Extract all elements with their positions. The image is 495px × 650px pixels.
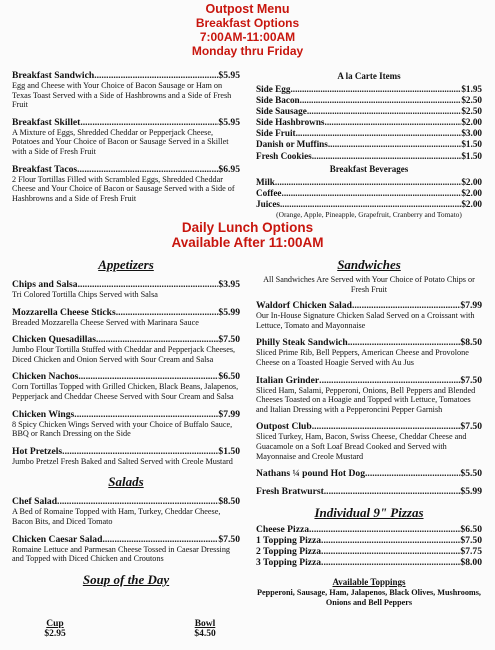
a-la-carte-item: Side Sausage ..... $2.50	[256, 106, 482, 117]
beverages-title: Breakfast Beverages	[329, 163, 409, 174]
lunch-title: Daily Lunch Options	[181, 220, 314, 235]
appetizer-item: Chicken Nachos ..... $6.50 Corn Tortillas Topped with Grilled Chicken, Black Beans, Jalapenos, Pepperjack and Cheddar Cheese Served with Sour Cream and Salsa	[12, 371, 240, 401]
a-la-carte-item: Fresh Cookies ..... $1.50	[256, 151, 482, 162]
breakfast-item	[12, 70, 240, 110]
sandwich-item: Outpost Club ..... $7.50 Sliced Turkey, Ham, Bacon, Swiss Cheese, Cheddar Cheese and Guacamole on a Soft Loaf Bread Cooked and Served with Mayonnaise and Creole Mustard	[256, 421, 482, 461]
beverage-item: Juices ..... $2.00	[256, 199, 482, 210]
toppings-list: Pepperoni, Sausage, Ham, Jalapenos, Black Olives, Mushrooms, Onions and Bell Peppers	[257, 588, 481, 607]
sandwiches-note: All Sandwiches Are Served with Your Choice of Potato Chips or Fresh Fruit	[263, 275, 475, 294]
pizza-item: 2 Topping Pizza ..... $7.75	[256, 546, 482, 557]
breakfast-item	[12, 164, 240, 204]
lunch-right-column	[256, 257, 482, 607]
pizza-item: 1 Topping Pizza ..... $7.50	[256, 535, 482, 546]
appetizer-item: Chicken Wings ..... $7.99 8 Spicy Chicken Wings Served with your Choice of Buffalo Sauce, BBQ or Ranch Dressing on the Side	[12, 409, 240, 439]
sandwich-item: Italian Grinder ..... $7.50 Sliced Ham, Salami, Pepperoni, Onions, Bell Peppers and Blended Cheeses Toasted on a Hoagie and Topped with Lettuce, Tomatoes and Italian Dressing with a Pepperoncini Pepper Garnish	[256, 375, 482, 415]
appetizer-item: Mozzarella Cheese Sticks ..... $5.99 Breaded Mozzarella Cheese Served with Marinara Sauce	[12, 307, 240, 328]
item-desc: A Mixture of Eggs, Shredded Cheddar or Pepperjack Cheese, Potatoes and Your Choice of Bacon or Sausage Served in a Skillet with a Side of Fresh Fruit	[12, 127, 229, 156]
lunch-hours: Available After 11:00AM	[171, 235, 324, 250]
item-desc: Egg and Cheese with Your Choice of Bacon Sausage or Ham on Texas Toast Served with a Side of Hashbrowns and a Side of Fresh Fruit	[12, 81, 232, 110]
appetizer-item: Hot Pretzels ..... $1.50 Jumbo Pretzel Fresh Baked and Salted Served with Creole Mustard	[12, 446, 240, 467]
a-la-carte-item: Side Hashbrowns ..... $2.00	[256, 117, 482, 128]
lunch-left-column	[12, 257, 240, 590]
sandwiches-title: Sandwiches	[337, 257, 401, 272]
item-desc: 2 Flour Tortillas Filled with Scrambled Eggs, Shredded Cheddar Cheese and Your Choice of Bacon or Sausage Served with a Side of Hashbrowns and a Side of Fresh Fruit	[12, 174, 235, 203]
menu-title: Outpost Menu	[205, 2, 290, 16]
breakfast-column	[12, 70, 240, 210]
sandwich-extra: Fresh Bratwurst ..... $5.99	[256, 486, 482, 497]
salad-item: Chicken Caesar Salad ..... $7.50 Romaine Lettuce and Parmesan Cheese Tossed in Caesar Dressing and Topped with Diced Chicken and Croutons	[12, 534, 240, 564]
sandwich-item: Philly Steak Sandwich ..... $8.50 Sliced Prime Rib, Bell Peppers, American Cheese and Provolone Cheese on a Toasted Hoagie Served with Au Jus	[256, 337, 482, 367]
item-price: $6.95	[218, 163, 240, 175]
item-price: $5.95	[218, 70, 240, 81]
soup-bowl: Bowl $4.50	[194, 619, 216, 639]
a-la-carte-item: Side Bacon ..... $2.50	[256, 95, 482, 106]
item-name: Breakfast Tacos	[12, 163, 78, 175]
appetizers-title: Appetizers	[98, 257, 154, 272]
a-la-carte-column	[256, 69, 482, 220]
breakfast-title: Breakfast Options	[195, 16, 300, 30]
a-la-carte-item: Side Egg ..... $1.95	[256, 84, 482, 95]
a-la-carte-item: Danish or Muffins ..... $1.50	[256, 139, 482, 150]
beverage-item: Milk ..... $2.00	[256, 177, 482, 188]
appetizer-item: Chips and Salsa ..... $3.95 Tri Colored Tortilla Chips Served with Salsa	[12, 279, 240, 300]
a-la-carte-title: A la Carte Items	[337, 71, 401, 81]
salads-title: Salads	[108, 474, 144, 490]
sandwich-extra: Nathans ¼ pound Hot Dog ..... $5.50	[256, 468, 482, 479]
pizza-item: 3 Topping Pizza ..... $8.00	[256, 557, 482, 568]
item-price: $5.95	[218, 116, 240, 128]
item-name: Breakfast Sandwich	[12, 70, 95, 81]
beverage-item: Coffee ..... $2.00	[256, 188, 482, 199]
a-la-carte-item: Side Fruit ..... $3.00	[256, 128, 482, 139]
item-name: Breakfast Skillet	[12, 116, 81, 128]
toppings-title: Available Toppings	[332, 577, 406, 588]
sandwich-item: Waldorf Chicken Salad ..... $7.99 Our In-House Signature Chicken Salad Served on a Croissant with Lettuce, Tomato and Mayonnaise	[256, 300, 482, 330]
salad-item: Chef Salad ..... $8.50 A Bed of Romaine Topped with Ham, Turkey, Cheddar Cheese, Bacon Bits, and Diced Tomato	[12, 496, 240, 526]
soup-cup: Cup $2.95	[44, 619, 66, 639]
appetizer-item: Chicken Quesadillas ..... $7.50 Jumbo Flour Tortilla Stuffed with Cheddar and Pepperjack Cheeses, Diced Chicken and Onion Served with Sour Cream and Salsa	[12, 334, 240, 364]
breakfast-item	[12, 117, 240, 157]
breakfast-days: Monday thru Friday	[191, 44, 304, 58]
breakfast-hours: 7:00AM-11:00AM	[199, 30, 296, 44]
juice-note: (Orange, Apple, Pineapple, Grapefruit, Cranberry and Tomato)	[276, 209, 462, 219]
pizzas-title: Individual 9" Pizzas	[314, 505, 424, 521]
pizza-item: Cheese Pizza ..... $6.50	[256, 524, 482, 535]
soup-title: Soup of the Day	[82, 571, 170, 587]
